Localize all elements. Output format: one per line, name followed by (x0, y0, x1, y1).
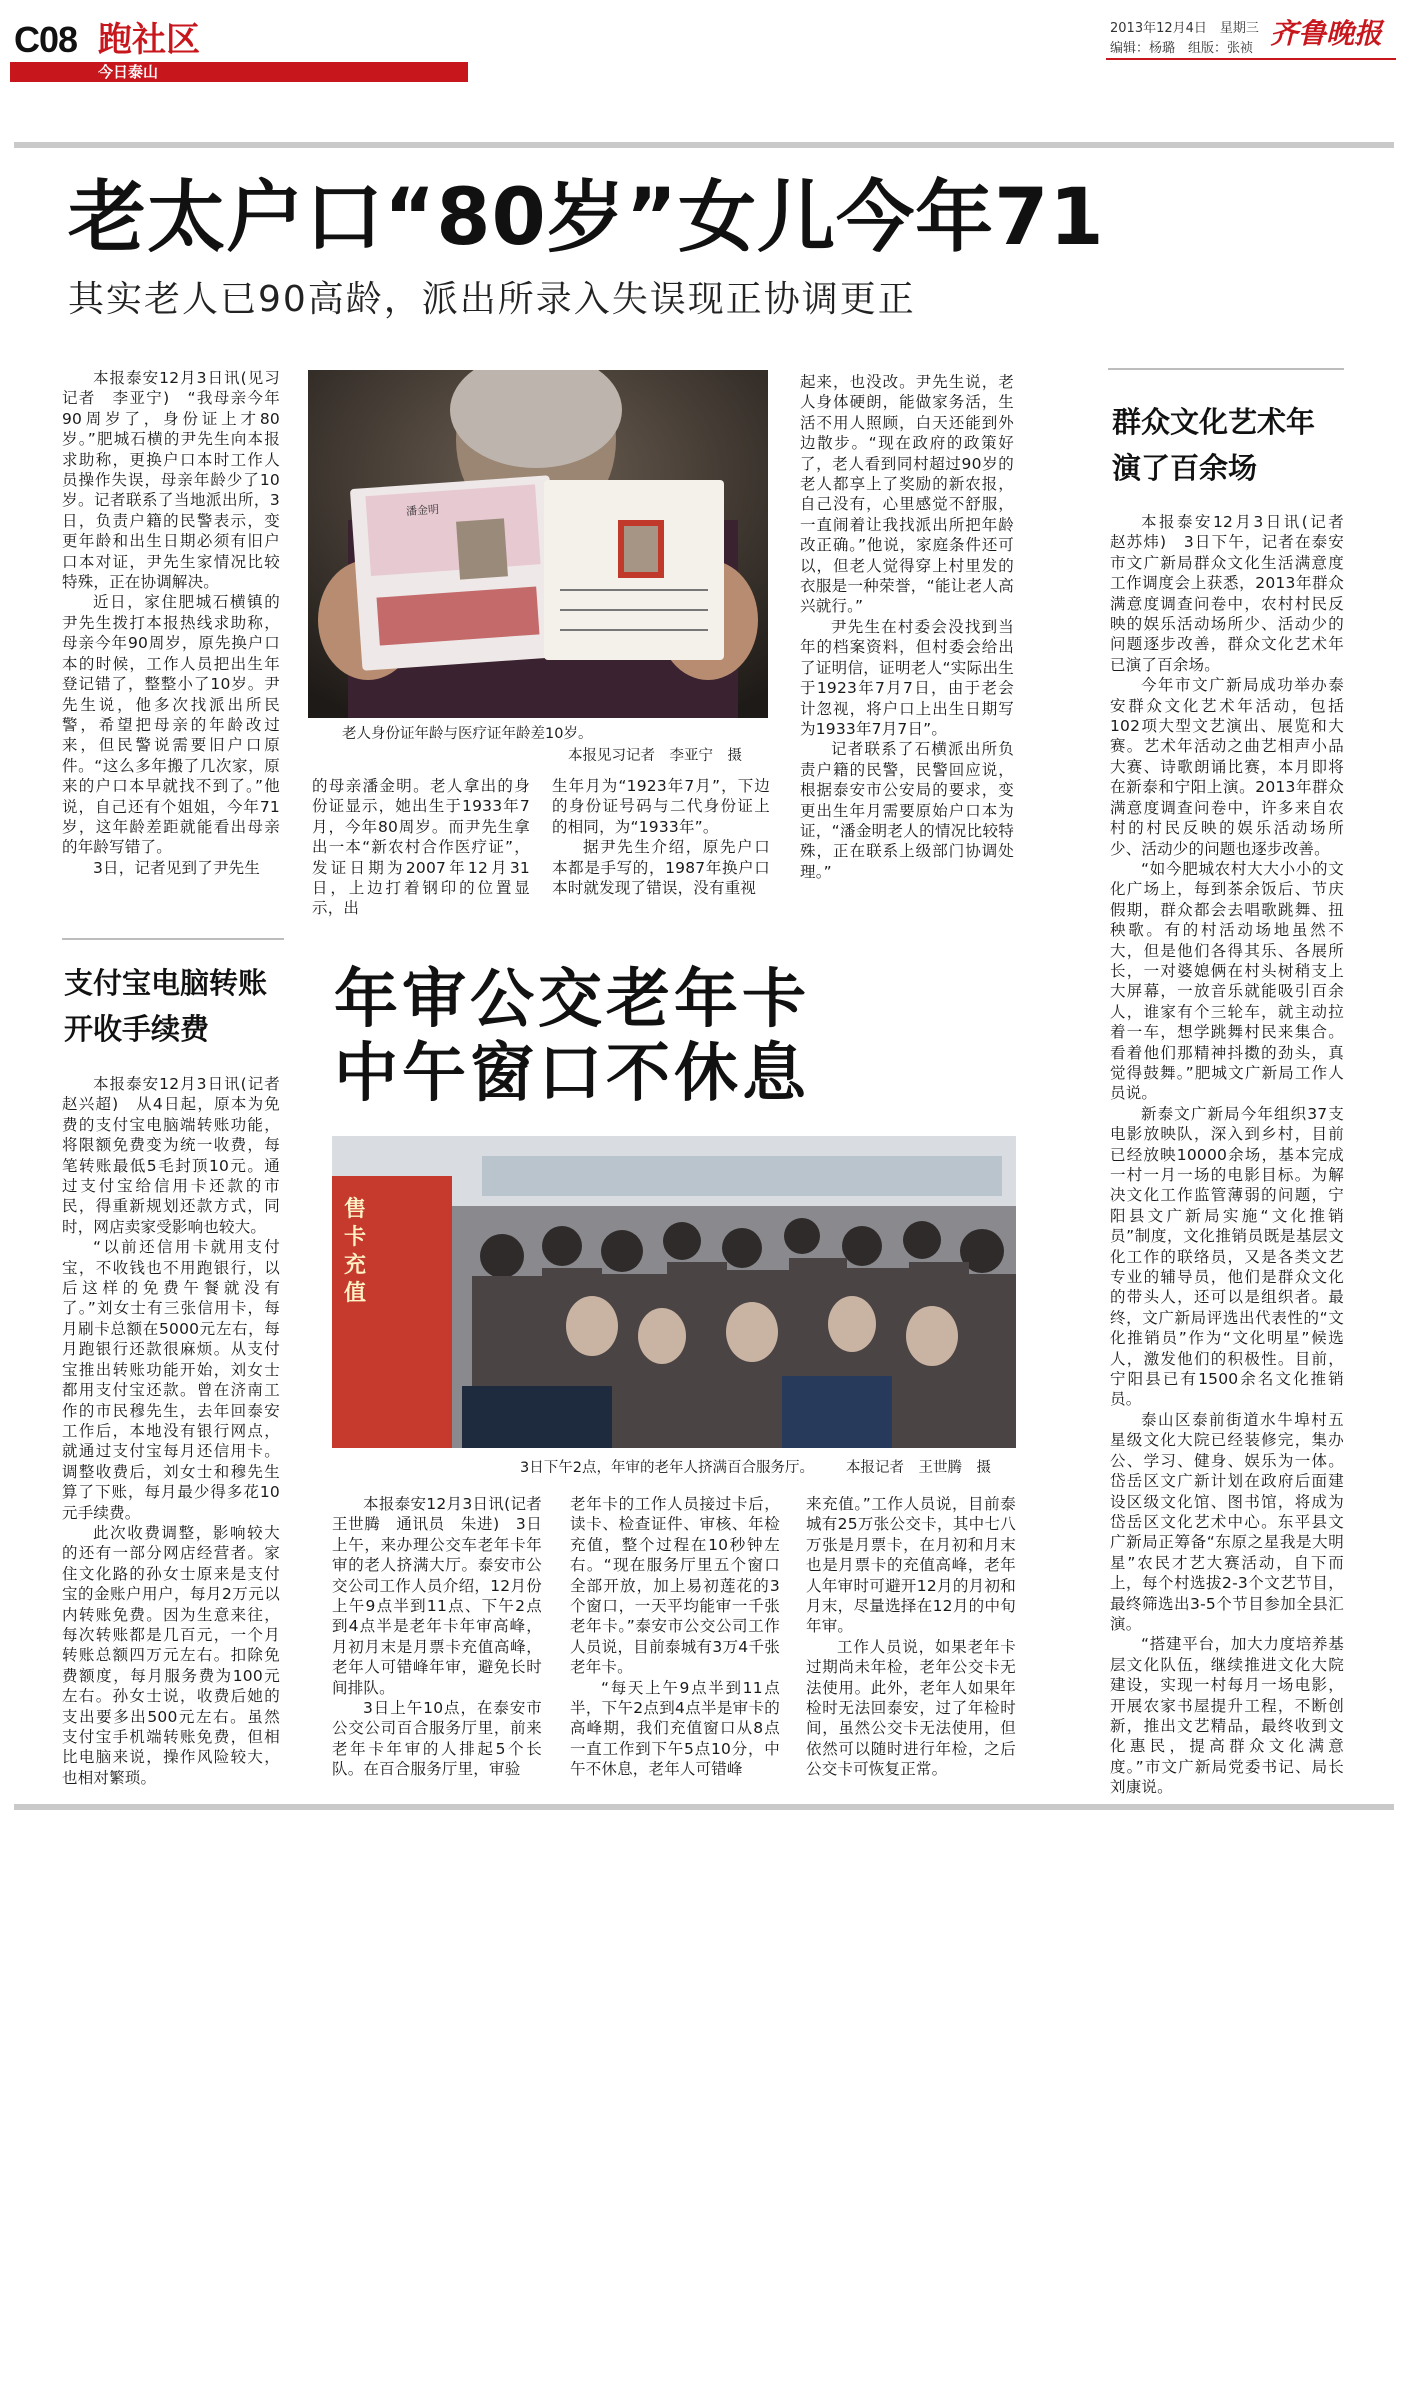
paragraph: 泰山区泰前街道水牛埠村五星级文化大院已经装修完，集办公、学习、健身、娱乐为一体。岱岳区文广新计划在政府后面建设区级文化馆、图书馆，将成为岱岳区文化艺术中心。东平县文广新局正筹备“东原之星我是大明星”农民才艺大赛活动，自下而上，每个村选拔2-3个文艺节目，最终筛选出3-5个节目参加全县汇演。 (1110, 1410, 1344, 1633)
paragraph: 的母亲潘金明。老人拿出的身份证显示，她出生于1933年7月，今年80周岁。而尹先生拿出一本“新农村合作医疗证”，发证日期为2007年12月31日，上边打着钢印的位置显示，出 (312, 777, 530, 918)
section-bar (10, 62, 468, 82)
story1-headline: 老太户口“80岁”女儿今年71 (68, 173, 1105, 263)
story1-column-4 (800, 372, 1014, 882)
page-header (0, 0, 1409, 90)
id-card-name: 潘金明 (405, 502, 440, 519)
paragraph: “每天上午9点半到11点半，下午2点到4点半是审卡的高峰期，我们充值窗口从8点一直工作到下午5点10分，中午不休息，老年人可错峰 (570, 1678, 780, 1779)
photo-crowd-service-hall (332, 1136, 1016, 1448)
paragraph: 本报泰安12月3日讯(记者 王世腾 通讯员 朱进) 3日上午，来办理公交车老年卡年审的老人挤满大厅。泰安市公交公司工作人员介绍，12月份上午9点半到11点、下午2点到4点半是老年卡年审高峰，月初月末是月票卡充值高峰，老年人可错峰年审，避免长时间排队。 (332, 1495, 558, 1697)
story3-column-3 (806, 1494, 1016, 1780)
paragraph: 起来，也没改。尹先生说，老人身体硬朗，能做家务活，生活不用人照顾，白天还能到外边散步。“现在政府的政策好了，老人看到同村超过90岁的老人都享上了奖励的新农报，自己没有，心里感觉不舒服，一直闹着让我找派出所把年龄改正确。”他说，家庭条件还可以，但老人觉得穿上村里发的衣服是一种荣誉，“能让老人高兴就行。” (800, 373, 1014, 616)
story4-headline-line2: 演了百余场 (1112, 451, 1258, 485)
story3-headline-line2: 中午窗口不休息 (334, 1037, 810, 1111)
story4-headline-line1: 群众文化艺术年 (1112, 405, 1316, 439)
story3-column-2 (570, 1494, 780, 1780)
story1-photo-credit: 本报见习记者 李亚宁 摄 (568, 748, 742, 764)
subsection-label: 今日泰山 (98, 63, 159, 81)
story1-column-3 (552, 776, 770, 898)
paragraph: “如今肥城农村大大小小的文化广场上，每到茶余饭后、节庆假期，群众都会去唱歌跳舞、扭秧歌。有的村活动场地虽然不大，但是他们各得其乐、各展所长，一对婆媳俩在村头树稍支上大屏幕，一放音乐就能吸引百余人，谁家有个三轮车，就主动拉着一车，想学跳舞村民来集合。看着他们那精神抖擞的劲头，真觉得鼓舞。”肥城文广新局工作人员说。 (1110, 859, 1344, 1103)
paragraph: 3日上午10点，在泰安市公交公司百合服务厅里，前来老年卡年审的人排起5个长队。在百合服务厅里，审验 (332, 1699, 542, 1779)
paragraph: 据尹先生介绍，原先户口本都是手写的，1987年换户口本时就发现了错误，没有重视 (552, 838, 770, 898)
editor-line: 编辑：杨璐 组版：张祯 (1110, 41, 1254, 56)
paragraph: 生年月为“1923年7月”，下边的身份证号码与二代身份证上的相同，为“1933年”。 (552, 777, 770, 836)
story4-column (1110, 512, 1360, 1798)
paragraph: “以前还信用卡就用支付宝，不收钱也不用跑银行，以后这样的免费午餐就没有了。”刘女士有三张信用卡，每月刷卡总额在5000元左右，每月跑银行还款很麻烦。从支付宝推出转账功能开始，刘女士都用支付宝还款。曾在济南工作的市民穆先生，去年回泰安工作后，本地没有银行网点，就通过支付宝每月还信用卡。调整收费后，刘女士和穆先生算了下账，每月最少得多花10元手续费。 (62, 1238, 280, 1522)
story2-headline: 支付宝电脑转账开收手续费 (64, 966, 268, 1046)
section-title: 跑社区 (98, 20, 200, 60)
story1-column-1 (62, 368, 280, 878)
story1-subheadline: 其实老人已90高龄，派出所录入失误现正协调更正 (68, 279, 916, 320)
story1-column-2 (312, 776, 530, 919)
story1-photo-caption: 老人身份证年龄与医疗证年龄差10岁。 (342, 726, 593, 742)
paragraph: 工作人员说，如果老年卡过期尚未年检，老年公交卡无法使用。此外，老年人如果年检时无法回泰安，过了年检时间，虽然公交卡无法使用，但依然可以随时进行年检，之后公交卡可恢复正常。 (806, 1637, 1016, 1779)
page-code: C08 (14, 19, 78, 60)
paper-logo: 齐鲁晚报 (1270, 17, 1383, 50)
counter-sign: 售卡充值 (344, 1197, 367, 1306)
story3-headline-line1: 年审公交老年卡 (334, 963, 810, 1037)
paragraph: 老年卡的工作人员接过卡后，读卡、检查证件、审核、年检充值，整个过程在10秒钟左右。“现在服务厅里五个窗口全部开放，加上易初莲花的3个窗口，一天平均能审一千张老年卡。”泰安市公交公司工作人员说，目前泰城有3万4千张老年卡。 (570, 1495, 780, 1677)
top-rule (14, 142, 1394, 148)
story2-column (62, 1074, 296, 1788)
paragraph: 本报泰安12月3日讯(记者 赵兴超) 从4日起，原本为免费的支付宝电脑端转账功能，将限额免费变为统一收费，每笔转账最低5毛封顶10元。通过支付宝给信用卡还款的市民，得重新规划还款方式，同时，网店卖家受影响也较大。 (62, 1075, 296, 1236)
paragraph: 近日，家住肥城石横镇的尹先生拨打本报热线求助称，母亲今年90周岁，原先换户口本的时候，工作人员把出生年登记错了，整整小了10岁。尹先生说，他多次找派出所民警，希望把母亲的年龄改过来，但民警说需要旧户口原件。“这么多年搬了几次家，原来的户口本早就找不到了。”他说，自己还有个姐姐，今年71岁，这年龄差距就能看出母亲的年龄写错了。 (62, 593, 280, 857)
paragraph: 本报泰安12月3日讯(见习记者 李亚宁) “我母亲今年90周岁了，身份证上才80岁。”肥城石横的尹先生向本报求助称，更换户口本时工作人员操作失误，母亲年龄少了10岁。记者联系了当地派出所，3日，负责户籍的民警表示，变更年龄和出生日期必须有旧户口本对证，尹先生家情况比较特殊，正在协调解决。 (62, 369, 280, 592)
paragraph: 新泰文广新局今年组织37支电影放映队，深入到乡村，目前已经放映10000余场，基本完成一村一月一场的电影目标。为解决文化工作监管薄弱的问题，宁阳县文广新局实施“文化推销员”制度，文化推销员既是基层文化工作的联络员，又是各类文艺专业的辅导员，他们是群众文化的带头人，还可以是组织者。最终，文广新局评选出代表性的“文化推销员”作为“文化明星”候选人，激发他们的积极性。目前，宁阳县已有1500余名文化推销员。 (1110, 1104, 1344, 1409)
paragraph: 此次收费调整，影响较大的还有一部分网店经营者。家住文化路的孙女士原来是支付宝的金账户用户，每月2万元以内转账免费。因为生意来往，每次转账都是几百元，一个月转账总额四万元左右。扣除免费额度，每月服务费为100元左右。孙女士说，收费后她的支出要多出500元左右。虽然支付宝手机端转账免费，但相比电脑来说，操作风险较大，也相对繁琐。 (62, 1523, 280, 1787)
paragraph: 尹先生在村委会没找到当年的档案资料，但村委会给出了证明信，证明老人“实际出生于1923年7月7日，由于老会计忽视，将户口上出生日期写为1933年7月7日”。 (800, 617, 1014, 738)
photo-elderly-woman-id-card (308, 370, 768, 718)
paragraph: 来充值。”工作人员说，目前泰城有25万张公交卡，其中七八万张是月票卡，在月初和月末也是月票卡的充值高峰，老年人年审时可避开12月的月初和月末，尽量选择在12月的中旬年审。 (806, 1495, 1016, 1636)
paragraph: 本报泰安12月3日讯(记者 赵苏炜) 3日下午，记者在泰安市文广新局群众文化生活满意度工作调度会上获悉，2013年群众满意度调查问卷中，农村村民反映的娱乐活动场所少、活动少的问题逐步改善，群众文化艺术年已演了百余场。 (1110, 513, 1360, 674)
header-rule (1106, 58, 1396, 60)
story1-photo (308, 370, 768, 718)
bottom-rule (14, 1804, 1394, 1810)
paragraph: 记者联系了石横派出所负责户籍的民警，民警回应说，根据泰安市公安局的要求，变更出生年月需要原始户口本为证，“潘金明老人的情况比较特殊，正在联系上级部门协调处理。” (800, 740, 1014, 881)
paragraph: 今年市文广新局成功举办泰安群众文化艺术年活动，包括102项大型文艺演出、展览和大赛。艺术年活动之曲艺相声小品大赛、诗歌朗诵比赛，本月即将在新泰和宁阳上演。2013年群众满意度调查问卷中，许多来自农村的村民反映的娱乐活动场所少、活动少的问题也逐步改善。 (1110, 676, 1344, 858)
story3-column-1 (332, 1494, 558, 1780)
story3-photo-credit: 本报记者 王世腾 摄 (846, 1460, 991, 1476)
story3-photo-caption: 3日下午2点，年审的老年人挤满百合服务厅。 (520, 1460, 814, 1476)
date-line: 2013年12月4日 星期三 (1110, 21, 1259, 36)
story4-top-rule (1108, 368, 1344, 370)
paragraph: “搭建平台，加大力度培养基层文化队伍，继续推进文化大院建设，实现一村每月一场电影，开展农家书屋提升工程，不断创新，推出文艺精品，最终收到文化惠民，提高群众文化满意度。”市文广新局党委书记、局长刘康说。 (1110, 1635, 1344, 1797)
story2-top-rule (62, 938, 284, 940)
story3-photo (332, 1136, 1016, 1448)
paragraph: 3日，记者见到了尹先生 (93, 858, 261, 877)
